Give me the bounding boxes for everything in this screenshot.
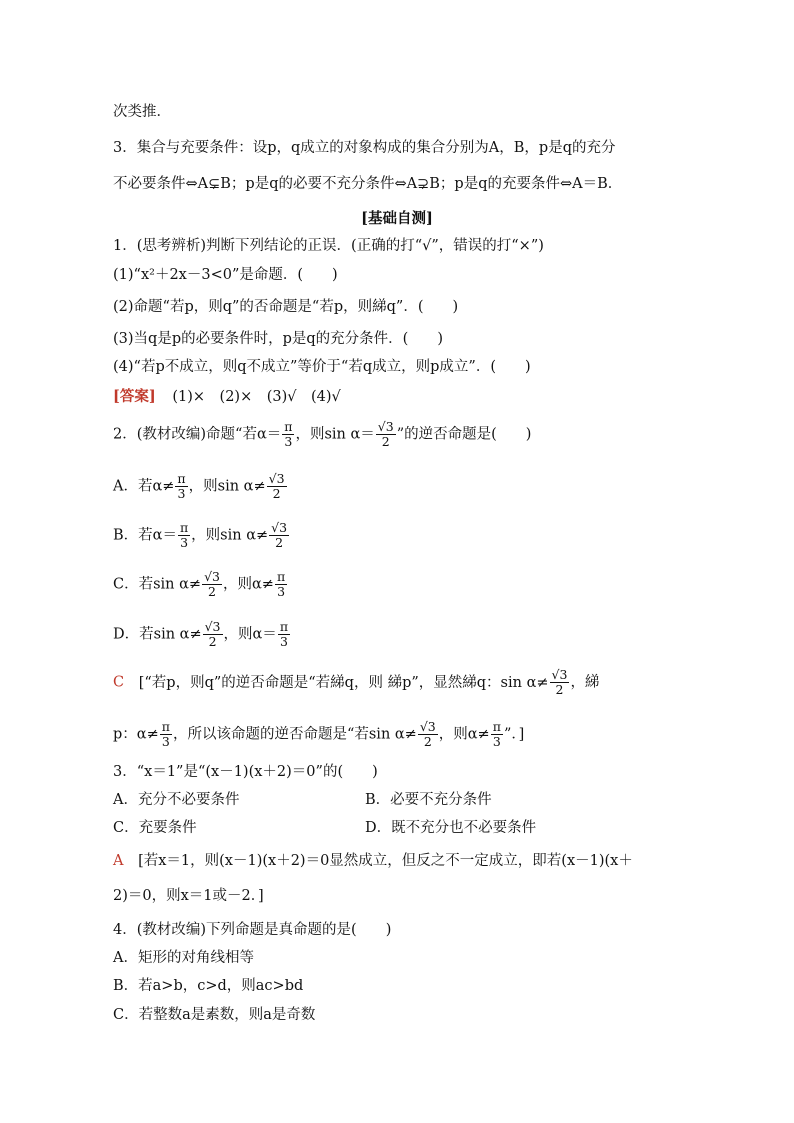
fraction — [275, 570, 287, 599]
denominator: 3 — [492, 734, 501, 749]
text-line: 次类推． — [113, 104, 171, 120]
denominator: 2 — [208, 634, 217, 649]
denominator: 2 — [555, 682, 564, 697]
solution-letter: C — [113, 674, 125, 691]
denominator: 3 — [161, 734, 170, 749]
option-d — [113, 620, 291, 649]
denominator: 3 — [180, 535, 189, 550]
numerator: √3 — [271, 520, 288, 535]
q4-option-b: B．若a>b，c>d，则ac>bd — [113, 978, 304, 994]
fraction — [160, 720, 172, 749]
denominator: 3 — [279, 634, 288, 649]
q4-option-a: A．矩形的对角线相等 — [113, 950, 254, 966]
fraction — [278, 620, 290, 649]
fraction — [202, 570, 222, 599]
fraction — [550, 668, 570, 697]
fraction — [178, 521, 190, 550]
question-1: 1．(思考辨析)判断下列结论的正误．(正确的打“√”，错误的打“×”) — [113, 238, 544, 254]
q4-option-c: C．若整数a是素数，则a是奇数 — [113, 1007, 316, 1023]
denominator: 2 — [381, 434, 390, 449]
option-a — [113, 472, 288, 501]
question-2 — [113, 420, 531, 449]
numerator: π — [279, 619, 289, 634]
q2-part: ”的逆否命题是( ) — [396, 426, 532, 443]
option-b — [113, 521, 290, 550]
numerator: π — [276, 569, 286, 584]
question-1-item-3: (3)当q是p的必要条件时，p是q的充分条件．( ) — [113, 331, 443, 347]
denominator: 3 — [177, 486, 186, 501]
solution-part: p：α≠ — [113, 726, 159, 743]
question-1-item-4: (4)“若p不成立，则q不成立”等价于“若q成立，则p成立”．( ) — [113, 359, 531, 375]
fraction — [267, 472, 287, 501]
fraction — [203, 620, 223, 649]
text-line: 不必要条件⇔A⊊B；p是q的必要不充分条件⇔A⊋B；p是q的充要条件⇔A＝B． — [113, 176, 623, 192]
denominator: 2 — [272, 486, 281, 501]
denominator: 2 — [423, 734, 432, 749]
numerator: π — [179, 520, 189, 535]
question-1-item-1: (1)“x²＋2x－3<0”是命题．( ) — [113, 267, 338, 283]
solution-2-line-2 — [113, 720, 524, 749]
solution-part: ，綈 — [570, 674, 600, 691]
question-4: 4．(教材改编)下列命题是真命题的是( ) — [113, 922, 392, 938]
fraction — [269, 521, 289, 550]
solution-letter: A — [113, 853, 124, 869]
numerator: π — [492, 719, 501, 734]
numerator: √3 — [204, 619, 221, 634]
answer-label: [答案] — [113, 388, 156, 405]
denominator: 2 — [208, 584, 216, 599]
fraction — [282, 420, 294, 449]
numerator: π — [284, 419, 293, 434]
q2-part: ，则sin α＝ — [295, 426, 375, 443]
solution-3-line-1 — [113, 851, 633, 871]
option-part: ，则α＝ — [223, 626, 277, 643]
denominator: 3 — [277, 584, 286, 599]
option-part: ，则sin α≠ — [188, 478, 266, 495]
solution-part: [“若p，则q”的逆否命题是“若綈q，则 綈p”，显然綈q：sin α≠ — [138, 674, 549, 691]
numerator: √3 — [419, 719, 436, 734]
fraction — [418, 720, 438, 749]
solution-part: ，则α≠ — [438, 726, 490, 743]
solution-part: ，所以该命题的逆否命题是“若sin α≠ — [172, 726, 417, 743]
numerator: √3 — [204, 569, 220, 584]
numerator: √3 — [377, 419, 394, 434]
denominator: 3 — [284, 434, 293, 449]
fraction — [491, 720, 503, 749]
answer-text: (1)× (2)× (3)√ (4)√ — [172, 389, 341, 405]
numerator: √3 — [268, 471, 285, 486]
option-part: C．若sin α≠ — [113, 576, 202, 593]
q3-option-b: B．必要不充分条件 — [365, 792, 492, 808]
section-heading: [基础自测] — [361, 210, 433, 227]
question-1-item-2: (2)命题“若p，则q”的否命题是“若p，则綈q”．( ) — [113, 299, 459, 315]
solution-2-line-1 — [113, 668, 599, 697]
numerator: π — [177, 471, 186, 486]
question-3: 3．“x＝1”是“(x－1)(x＋2)＝0”的( ) — [113, 764, 378, 780]
numerator: π — [161, 719, 170, 734]
fraction — [175, 472, 187, 501]
option-part: D．若sin α≠ — [113, 626, 202, 643]
answer-line — [113, 387, 341, 407]
option-c — [113, 570, 288, 599]
solution-part: [若x＝1，则(x－1)(x＋2)＝0显然成立，但反之不一定成立，即若(x－1)(x＋ — [138, 853, 633, 869]
q3-option-a: A．充分不必要条件 — [113, 792, 240, 808]
text-line: 3．集合与充要条件：设p，q成立的对象构成的集合分别为A，B，p是q的充分 — [113, 140, 616, 156]
q3-option-c: C．充要条件 — [113, 820, 197, 836]
denominator: 2 — [275, 535, 284, 550]
option-part: B．若α＝ — [113, 527, 177, 544]
numerator: √3 — [551, 667, 568, 682]
q3-option-d: D．既不充分也不必要条件 — [365, 820, 537, 836]
q2-part: 2．(教材改编)命题“若α＝ — [113, 426, 282, 443]
option-part: ，则α≠ — [222, 576, 274, 593]
option-part: A．若α≠ — [113, 478, 175, 495]
option-part: ，则sin α≠ — [191, 527, 269, 544]
solution-part: ”．] — [503, 726, 525, 743]
solution-3-line-2: 2)＝0，则x＝1或－2．] — [113, 888, 264, 904]
fraction — [376, 420, 396, 449]
